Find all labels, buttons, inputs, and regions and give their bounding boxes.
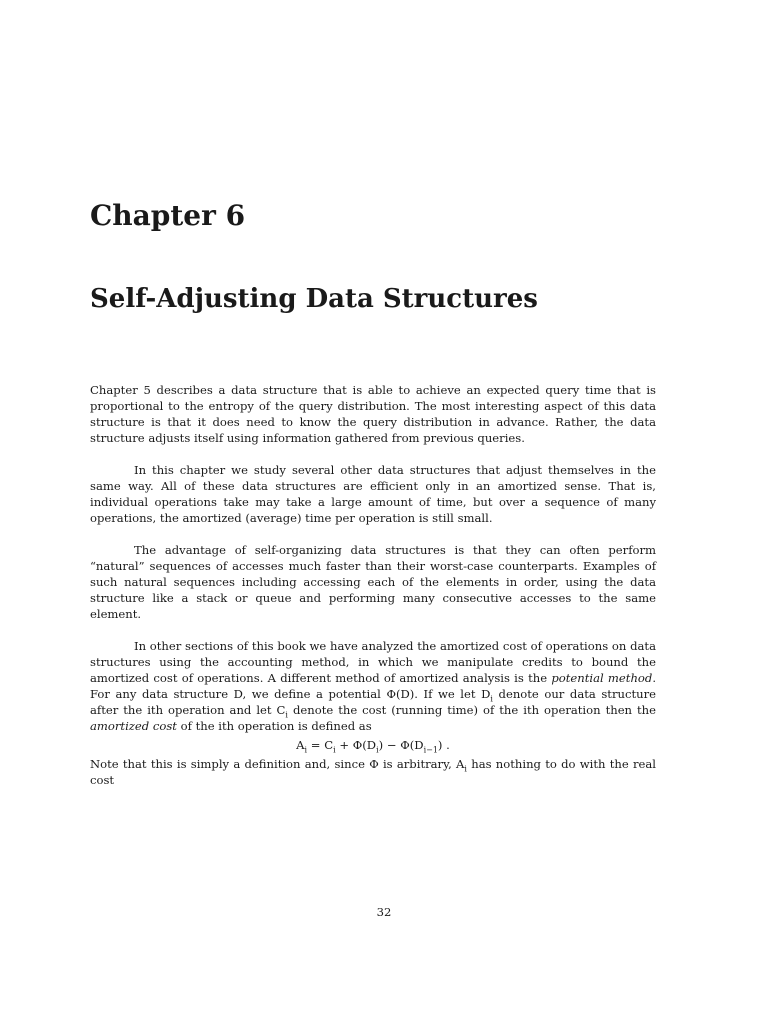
body-text <box>90 382 656 788</box>
paragraph-definition-note <box>90 756 656 788</box>
text-span: In other sections of this book we have analyzed the amortized cost of operations on data structures using the accounting method, in which we manipulate credits to bound the amortized cost of operations. A different method of amortized analysis is the <box>90 639 656 685</box>
equation-part: ) . <box>437 738 450 752</box>
paragraph-advantage: The advantage of self-organizing data structures is that they can often perform “natural” sequences of accesses much faster than their worst-case counterparts. Examples of such natural sequences including accessing each of the elements in order, using the data structure like a stack or queue and performing many consecutive accesses to the same element. <box>90 543 656 621</box>
text-span: has nothing to do with the real cost <box>90 757 657 787</box>
amortized-cost-equation <box>90 736 656 754</box>
equation-part: + Φ(D <box>335 738 377 752</box>
subscript: i <box>490 694 493 704</box>
subscript: i <box>376 745 379 755</box>
text-span: Note that this is simply a definition and, since Φ is arbitrary, A <box>90 757 465 771</box>
paragraph-intro: Chapter 5 describes a data structure that is able to achieve an expected query time that is proportional to the entropy of the query distribution. The most interesting aspect of this data structure is that it does need to know the query distribution in advance. Rather, the data structure adjusts itself using information gathered from previous queries. <box>90 383 656 445</box>
subscript: i <box>333 745 336 755</box>
equation-part: ) − Φ(D <box>378 738 424 752</box>
emphasis-amortized-cost: amortized cost <box>90 719 177 733</box>
subscript: i−1 <box>423 745 438 755</box>
text-span: of the ith operation is defined as <box>176 719 372 733</box>
paragraph-potential-method <box>90 638 656 734</box>
chapter-label: Chapter 6 <box>90 199 246 232</box>
emphasis-potential-method: potential method <box>551 671 653 685</box>
page-number: 32 <box>376 905 392 919</box>
subscript: i <box>304 745 308 755</box>
paragraph-amortized: In this chapter we study several other data structures that adjust themselves in the same way. All of these data structures are efficient only in an amortized sense. That is, individual operations take may take a large amount of time, but over a sequence of many operations, the amortized (average) time per operation is still small. <box>90 463 656 525</box>
text-span: denote our data structure after the ith operation and let C <box>90 687 656 717</box>
text-span: . For any data structure D, we define a potential Φ(D). If we let D <box>90 671 656 701</box>
subscript: i <box>285 710 288 720</box>
subscript: i <box>464 764 467 774</box>
text-span: denote the cost (running time) of the ith operation then the <box>287 703 656 717</box>
chapter-title: Self-Adjusting Data Structures <box>90 284 538 314</box>
equation-part: = C <box>307 738 334 752</box>
equation-part: A <box>296 738 305 752</box>
